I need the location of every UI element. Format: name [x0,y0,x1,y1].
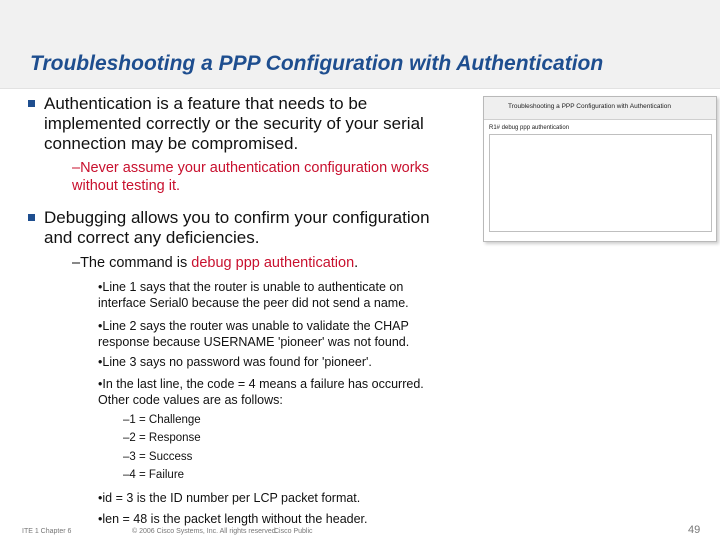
bullet-line: and correct any deficiencies. [44,228,260,247]
bullet-line: Debugging allows you to confirm your configuration [44,208,430,227]
thumbnail-output-line [493,210,708,218]
thumbnail-output-line [493,138,708,146]
line-note [98,354,372,370]
code-value: –3 = Success [123,451,193,463]
thumbnail-output-line [493,154,708,162]
title-bar [0,0,720,89]
line-note-text: response because USERNAME 'pioneer' was not found. [98,335,410,349]
thumbnail-output-line [493,178,708,186]
line-note [98,318,409,350]
thumbnail-output-line [493,202,708,210]
line-note-text: interface Serial0 because the peer did not send a name. [98,296,409,310]
bullet-line: implemented correctly or the security of your serial [44,114,424,133]
line-note-text: •Line 3 says no password was found for 'pioneer'. [98,355,372,369]
footer-classification: Cisco Public [274,528,313,535]
code-value: –2 = Response [123,432,201,444]
thumbnail-command: R1# debug ppp authentication [489,125,570,131]
subbullet-line: –Never assume your authentication configuration works [72,160,430,176]
footer-chapter: ITE 1 Chapter 6 [22,528,72,535]
bullet-line: Authentication is a feature that needs to be [44,94,368,113]
bullet-authentication [44,94,424,154]
line-note-text: •In the last line, the code = 4 means a failure has occurred. [98,377,424,391]
footer-copyright: © 2006 Cisco Systems, Inc. All rights reserved. [132,528,278,535]
command-prefix: –The command is [72,255,192,271]
page-number: 49 [688,524,701,536]
line-note-text: Other code values are as follows: [98,393,283,407]
subbullet-command [72,254,358,272]
thumbnail-header [484,97,716,120]
page-title: Troubleshooting a PPP Configuration with Authentication [30,52,604,75]
bullet-line: connection may be compromised. [44,134,299,153]
thumbnail-output-line [493,146,708,154]
thumbnail-output-box [489,134,712,232]
thumbnail-output-line [493,170,708,178]
subbullet-line: without testing it. [72,178,180,194]
thumbnail-title: Troubleshooting a PPP Configuration with Authentication [508,103,671,110]
thumbnail-output-line [493,194,708,202]
subbullet-never-assume [72,159,429,195]
debug-command: debug ppp authentication [191,255,355,271]
packet-note: •len = 48 is the packet length without the header. [98,512,368,526]
thumbnail-output-line [493,162,708,170]
code-value: –1 = Challenge [123,414,201,426]
command-suffix: . [354,255,359,271]
debug-output-thumbnail [483,96,717,242]
line-note-text: •Line 2 says the router was unable to validate the CHAP [98,319,409,333]
packet-note: •id = 3 is the ID number per LCP packet format. [98,491,361,505]
line-note [98,279,409,311]
bullet-debugging [44,208,430,248]
bullet-square-icon [28,214,35,221]
line-note [98,376,424,408]
code-value: –4 = Failure [123,469,185,481]
line-note-text: •Line 1 says that the router is unable to authenticate on [98,280,404,294]
bullet-square-icon [28,100,35,107]
thumbnail-output-line [493,186,708,194]
